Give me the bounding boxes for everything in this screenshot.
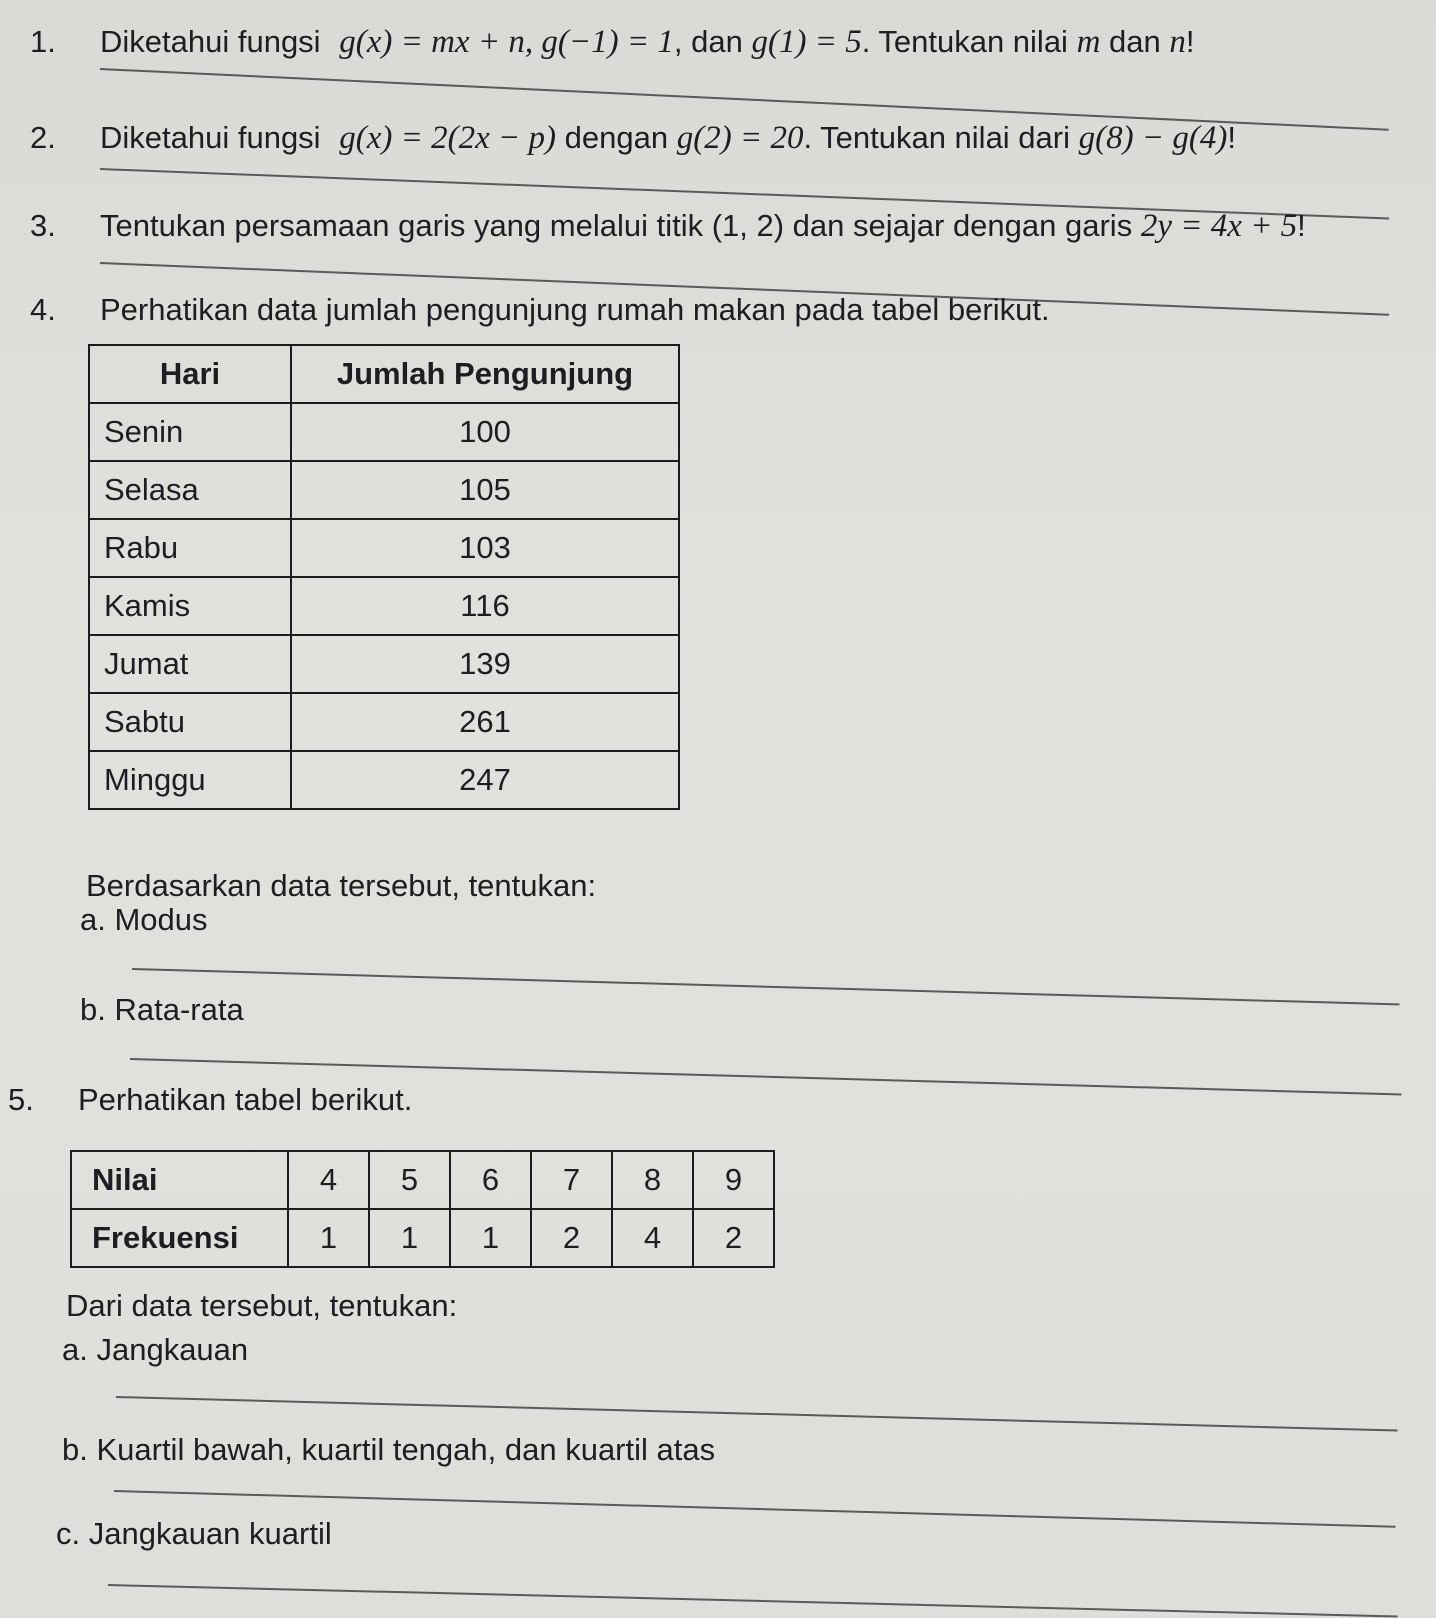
table-row bbox=[89, 693, 679, 751]
table-header-cell: Hari bbox=[89, 345, 291, 403]
day-cell: Senin bbox=[89, 403, 291, 461]
value-cell: 7 bbox=[531, 1151, 612, 1209]
value-cell: 105 bbox=[291, 461, 679, 519]
value-cell: 2 bbox=[531, 1209, 612, 1267]
question-4: 4. Perhatikan data jumlah pengunjung rumah makan pada tabel berikut. bbox=[30, 292, 1050, 327]
table-header-row bbox=[89, 345, 679, 403]
value-cell: 4 bbox=[288, 1151, 369, 1209]
question-number: 1. bbox=[30, 24, 56, 59]
value-cell: 8 bbox=[612, 1151, 693, 1209]
table-row bbox=[71, 1209, 774, 1267]
day-cell: Sabtu bbox=[89, 693, 291, 751]
value-cell: 261 bbox=[291, 693, 679, 751]
value-cell: 103 bbox=[291, 519, 679, 577]
answer-line bbox=[132, 968, 1400, 1005]
table-row bbox=[89, 751, 679, 809]
row-label: Nilai bbox=[71, 1151, 288, 1209]
value-cell: 6 bbox=[450, 1151, 531, 1209]
value-cell: 1 bbox=[450, 1209, 531, 1267]
question-5a: a. Jangkauan bbox=[62, 1332, 249, 1367]
question-5-instruction: Dari data tersebut, tentukan: bbox=[66, 1288, 458, 1323]
table-row bbox=[89, 403, 679, 461]
question-number: 5. bbox=[8, 1082, 34, 1117]
value-cell: 139 bbox=[291, 635, 679, 693]
table-row bbox=[89, 635, 679, 693]
value-cell: 5 bbox=[369, 1151, 450, 1209]
table-row bbox=[89, 461, 679, 519]
day-cell: Rabu bbox=[89, 519, 291, 577]
question-1: 1. Diketahui fungsi g(x) = mx + n, g(−1) = 1, dan g(1) = 5. Tentukan nilai m dan n! bbox=[30, 24, 1195, 60]
value-cell: 247 bbox=[291, 751, 679, 809]
day-cell: Minggu bbox=[89, 751, 291, 809]
value-cell: 116 bbox=[291, 577, 679, 635]
question-5: 5. Perhatikan tabel berikut. bbox=[8, 1082, 413, 1117]
table-row bbox=[89, 577, 679, 635]
value-cell: 9 bbox=[693, 1151, 774, 1209]
table-header-cell: Jumlah Pengunjung bbox=[291, 345, 679, 403]
value-cell: 1 bbox=[369, 1209, 450, 1267]
question-number: 3. bbox=[30, 208, 56, 243]
visitor-table bbox=[88, 344, 680, 810]
row-label: Frekuensi bbox=[71, 1209, 288, 1267]
question-5c: c. Jangkauan kuartil bbox=[56, 1516, 332, 1551]
question-number: 4. bbox=[30, 292, 56, 327]
answer-line bbox=[116, 1396, 1398, 1432]
question-4a: a. Modus bbox=[80, 902, 208, 937]
value-cell: 1 bbox=[288, 1209, 369, 1267]
question-number: 2. bbox=[30, 120, 56, 155]
value-cell: 4 bbox=[612, 1209, 693, 1267]
day-cell: Jumat bbox=[89, 635, 291, 693]
question-3: 3. Tentukan persamaan garis yang melalui titik (1, 2) dan sejajar dengan garis 2y = 4x + 5! bbox=[30, 208, 1306, 244]
question-2: 2. Diketahui fungsi g(x) = 2(2x − p) dengan g(2) = 20. Tentukan nilai dari g(8) − g(4)! bbox=[30, 120, 1236, 156]
table-row bbox=[71, 1151, 774, 1209]
frequency-table bbox=[70, 1150, 775, 1268]
table-row bbox=[89, 519, 679, 577]
day-cell: Kamis bbox=[89, 577, 291, 635]
question-4b: b. Rata-rata bbox=[80, 992, 244, 1027]
answer-line bbox=[108, 1584, 1398, 1618]
value-cell: 2 bbox=[693, 1209, 774, 1267]
question-5b: b. Kuartil bawah, kuartil tengah, dan kuartil atas bbox=[62, 1432, 716, 1467]
day-cell: Selasa bbox=[89, 461, 291, 519]
question-4-instruction: Berdasarkan data tersebut, tentukan: bbox=[86, 868, 597, 903]
value-cell: 100 bbox=[291, 403, 679, 461]
